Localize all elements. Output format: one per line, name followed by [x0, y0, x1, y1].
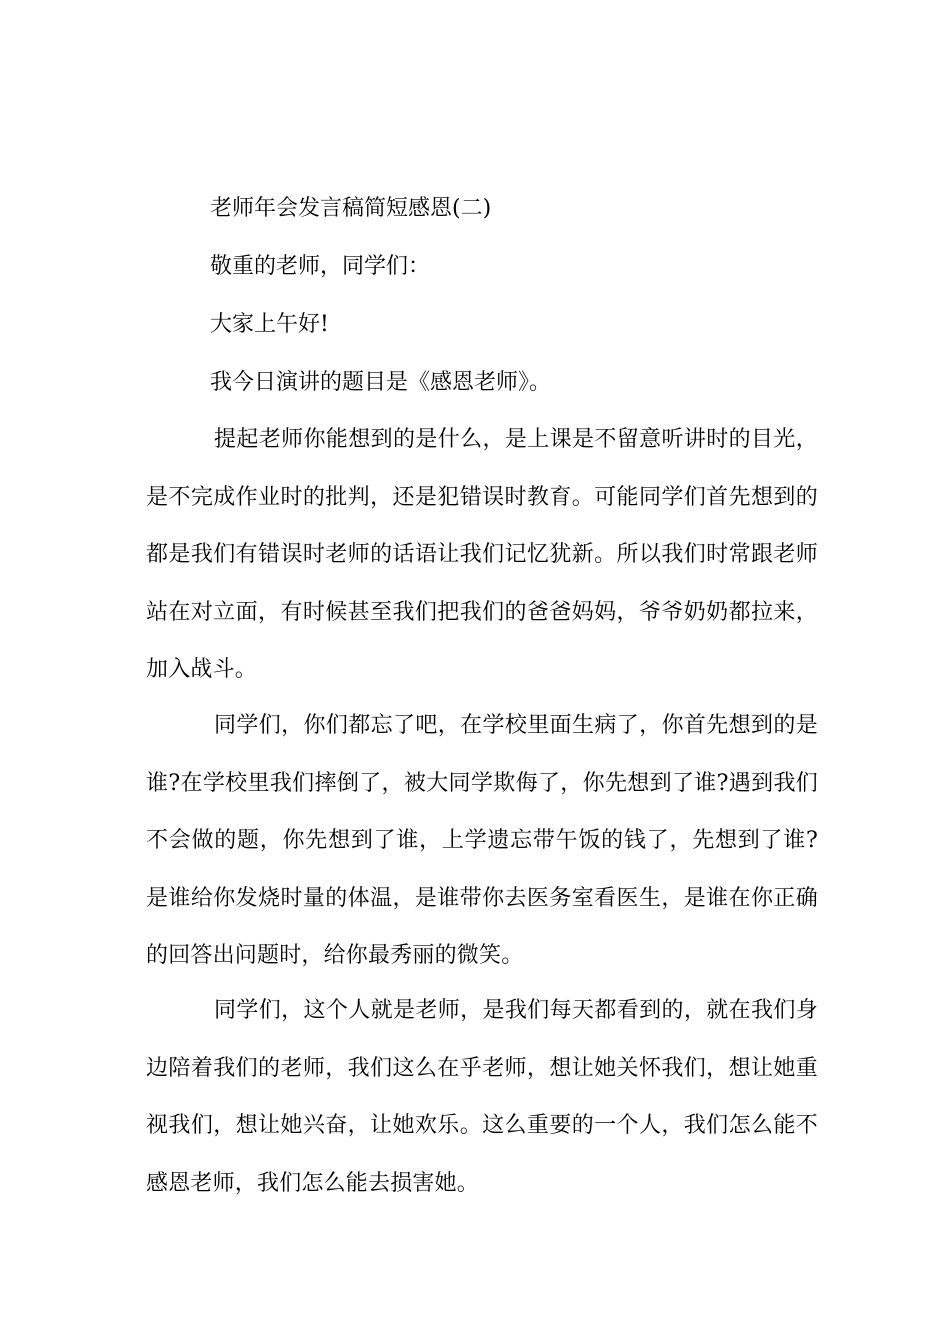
speech-topic: 我今日演讲的题目是《感恩老师》。	[210, 370, 552, 395]
paragraph-1: 提起老师你能想到的是什么，是上课是不留意听讲时的目光，是不完成作业时的批判，还是犯错误时教育。可能同学们首先想到的都是我们有错误时老师的话语让我们记忆犹新。所以我们时常跟老师站在对立面，有时候甚至我们把我们的爸爸妈妈，爷爷奶奶都拉来，加入战斗。	[146, 427, 818, 682]
salutation: 敬重的老师，同学们：	[210, 254, 431, 279]
greeting: 大家上午好!	[210, 312, 329, 337]
paragraph-3: 同学们，这个人就是老师，是我们每天都看到的，就在我们身边陪着我们的老师，我们这么在乎老师，想让她关怀我们，想让她重视我们，想让她兴奋，让她欢乐。这么重要的一个人，我们怎么能不感恩老师，我们怎么能去损害她。	[146, 998, 818, 1196]
paragraph-2: 同学们，你们都忘了吧，在学校里面生病了，你首先想到的是谁?在学校里我们摔倒了，被大同学欺侮了，你先想到了谁?遇到我们不会做的题，你先想到了谁，上学遗忘带午饭的钱了，先想到了谁?是谁给你发烧时量的体温，是谁带你去医务室看医生，是谁在你正确的回答出问题时，给你最秀丽的微笑。	[146, 713, 818, 968]
document-title: 老师年会发言稿简短感恩(二)	[210, 196, 492, 221]
